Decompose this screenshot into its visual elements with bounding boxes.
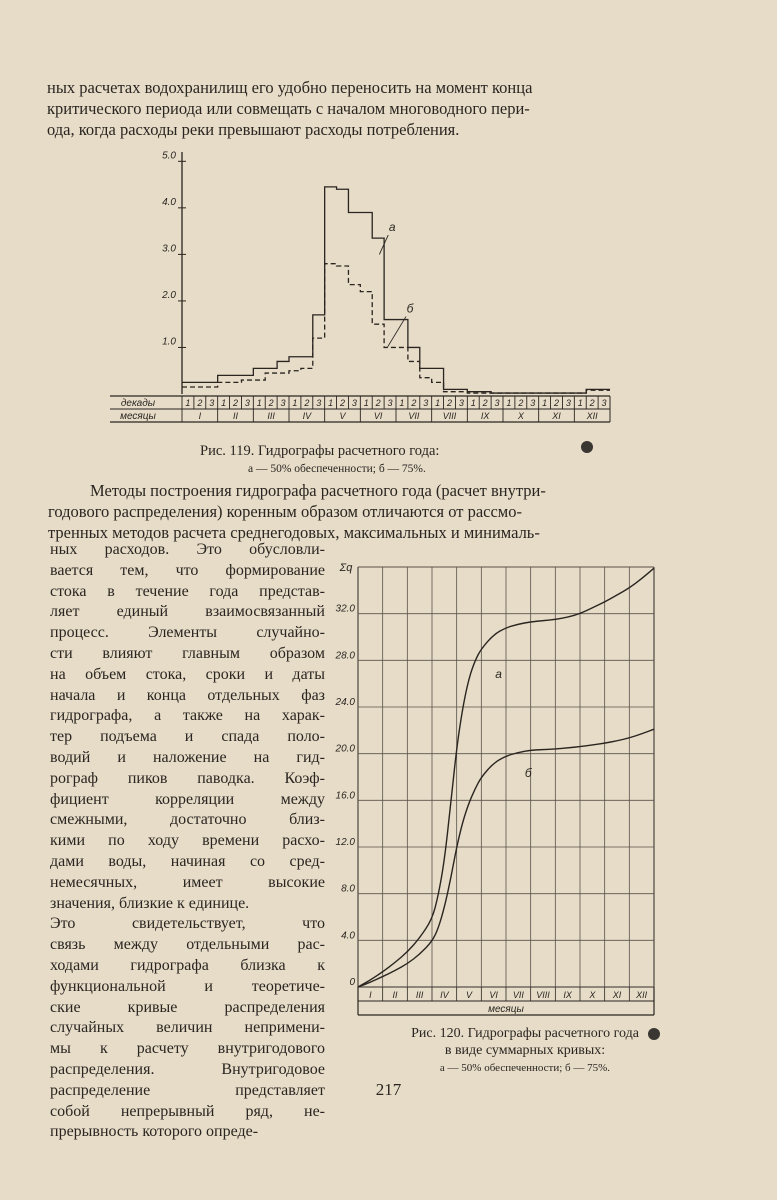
y-axis-label: Σq [339,562,353,574]
text-line: дами воды, начиная со сред- [50,852,325,870]
decade-label: 3 [387,398,393,408]
figure-120-cumulative [330,555,670,1025]
decade-label: 1 [292,398,298,408]
decade-label: 2 [518,398,524,408]
decade-label: 2 [553,398,560,408]
decade-label: 3 [316,398,322,408]
month-label: X [517,411,524,421]
decade-label: 1 [506,398,512,408]
text-line: процесс. Элементы случайно- [50,624,325,642]
figure-120-caption-title: Рис. 120. Гидрографы расчетного года [411,1026,639,1041]
text-line: Это свидетельствует, что [50,915,325,933]
left-column-text [50,540,325,1143]
figure-120-caption [360,1025,690,1076]
decade-label: 3 [351,398,357,408]
text-line: распределение представляет [50,1081,325,1099]
decade-label: 3 [209,398,215,408]
text-line: прерывность которого опреде- [50,1123,259,1141]
month-label: I [198,411,202,421]
month-label: IX [480,411,490,421]
y-tick-label: 8.0 [341,883,355,895]
text-line: ляет единый взаимосвязанный [50,603,325,621]
text-line: ных расходов. Это обусловли- [50,541,325,558]
text-line: рограф пиков паводка. Коэф- [50,769,325,787]
y-tick-label: 16.0 [335,790,355,802]
text-line: функциональной и теоретиче- [50,977,325,995]
decade-label: 1 [399,398,405,408]
y-tick-label: 0 [349,977,355,988]
month-label: VII [408,411,420,421]
month-label: VIII [536,990,550,1000]
text-line: смежными, достаточно близ- [50,811,325,829]
decade-label: 2 [339,398,346,408]
x-axis-label: месяцы [488,1004,524,1015]
decade-label: 1 [470,398,476,408]
figure-119-hydrograph [110,142,620,432]
decade-label: 1 [542,398,548,408]
text-line: стока в течение года представ- [50,582,325,600]
decade-label: 3 [280,398,286,408]
decade-label: 1 [435,398,441,408]
decade-label: 1 [221,398,227,408]
month-label: XII [586,411,598,421]
decade-label: 3 [565,398,571,408]
text-line: ода, когда расходы реки превышают расходы потребления. [47,120,460,139]
month-label: VI [373,411,383,421]
month-label: XI [612,990,622,1000]
text-line: ных расчетах водохранилищ его удобно переносить на момент конца [47,78,533,97]
text-line: распределения. Внутригодовое [50,1060,325,1078]
decade-label: 1 [256,398,262,408]
decade-label: 3 [494,398,500,408]
month-label: VII [512,990,524,1000]
decade-label: 1 [328,398,334,408]
text-line: ходами гидрографа близка к [50,956,325,974]
month-label: V [339,411,346,421]
month-label: IV [302,411,312,421]
text-line: годового распределения) коренным образом отличаются от рассмо- [48,502,522,521]
text-line: случайных величин непримени- [50,1019,325,1037]
decade-label: 3 [458,398,464,408]
text-line: вается тем, что формирование [50,561,325,579]
text-line: гидрографа, а также на харак- [50,707,325,725]
decade-label: 2 [268,398,274,408]
decade-label: 3 [423,398,429,408]
text-line: фициент корреляции между [50,790,325,808]
decade-label: 2 [197,398,203,408]
y-tick-label: 12.0 [335,837,355,848]
month-label: III [415,990,424,1000]
y-tick-label: 5.0 [162,150,176,162]
text-line: собой непрерывный ряд, не- [50,1102,325,1120]
y-tick-label: 32.0 [335,603,355,615]
figure-119-caption-sub: а — 50% обеспеченности; б — 75%. [248,463,426,475]
top-paragraph [47,77,672,140]
month-label: II [392,990,398,1000]
months-label: месяцы [120,411,156,422]
curve-label-b: б [524,766,532,780]
month-label: V [465,990,473,1000]
text-line: на объем стока, сроки и даты [50,665,325,683]
decade-label: 1 [577,398,583,408]
decade-label: 2 [589,398,595,408]
month-label: IX [563,990,572,1000]
decade-label: 2 [482,398,488,408]
text-line: значения, близкие к единице. [50,894,250,912]
decade-label: 2 [375,398,381,408]
figure-120-caption-sub: а — 50% обеспеченности; б — 75%. [439,1062,611,1074]
figure-119-caption-title: Рис. 119. Гидрографы расчетного года: [200,443,440,459]
decade-label: 2 [411,398,417,408]
curve-b-leader [388,317,406,347]
month-label: XI [552,411,561,421]
text-line: сти влияют главным образом [50,644,325,662]
text-line: критического периода или совмещать с началом многоводного пери- [47,99,530,118]
decade-label: 1 [363,398,369,408]
text-line: тренных методов расчета среднегодовых, максимальных и минималь- [48,523,540,542]
decade-label: 3 [530,398,536,408]
y-tick-label: 2.0 [162,289,176,301]
month-label: IV [440,990,449,1000]
month-label: VI [489,990,498,1000]
y-tick-label: 4.0 [162,196,176,208]
text-line: ские кривые распределения [50,998,325,1016]
bullet-icon [581,441,593,453]
decade-label: 2 [446,398,453,408]
y-tick-label: 28.0 [335,650,355,662]
figure-120-caption-line2: в виде суммарных кривых: [444,1043,606,1058]
figure-119-caption [200,442,600,477]
month-label: III [267,411,275,421]
series-line-a [182,187,610,393]
decade-label: 2 [304,398,310,408]
curve-label-a: а [495,666,502,681]
text-line: Методы построения гидрографа расчетного года (расчет внутри- [90,481,546,500]
y-tick-label: 20.0 [335,743,355,755]
text-line: немесячных, имеет высокие [50,873,325,891]
month-label: XII [636,990,648,1000]
text-line: мы к расчету внутригодового [50,1040,325,1058]
decade-label: 3 [244,398,250,408]
curve-label-a: а [388,220,396,235]
y-tick-label: 24.0 [335,697,355,708]
decade-label: 3 [601,398,607,408]
text-line: водий и наложение на гид- [50,748,325,766]
text-line: связь между отдельными рас- [50,936,325,954]
text-line: кими по ходу времени расхо- [50,832,325,850]
y-tick-label: 4.0 [341,930,355,942]
mid-paragraph [48,480,673,543]
page-number: 217 [375,1080,402,1099]
bullet-icon [648,1028,660,1040]
month-label: II [232,411,239,421]
month-label: X [589,990,596,1000]
text-line: начала и конца отдельных фаз [50,686,325,704]
month-label: VIII [442,411,457,421]
decades-label: декады [120,398,156,409]
text-line: тер подъема и спада поло- [50,728,325,746]
curve-label-b: б [406,301,414,316]
y-tick-label: 1.0 [162,336,176,348]
month-label: I [369,990,372,1000]
y-tick-label: 3.0 [162,243,176,255]
decade-label: 1 [185,398,191,408]
decade-label: 2 [232,398,239,408]
series-line-b [182,264,610,393]
